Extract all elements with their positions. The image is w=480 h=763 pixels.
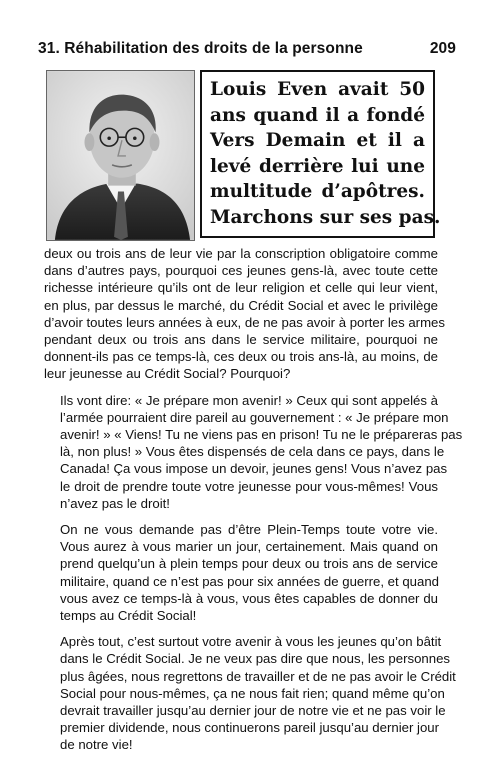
text-line: n’avez pas le droit!: [60, 495, 170, 511]
body-paragraph: [44, 245, 445, 383]
portrait-photo: [46, 70, 195, 241]
text-line: vous avez ce temps-là à vous, vous êtes capables de donner du: [60, 590, 438, 606]
text-line: en plus, par dessus le marché, du Crédit Social et avec le privilège: [44, 297, 438, 313]
text-line: leur jeunesse au Crédit Social? Pourquoi?: [44, 366, 291, 382]
body-paragraph: [44, 633, 456, 753]
text-line: donnent-ils pas ce temps-là, ces deux ou trois ans-là, au moins, de: [44, 349, 438, 365]
text-line: richesse intérieure qu’ils ont de leur religion et celle qui leur vient,: [44, 280, 438, 296]
text-line: là, non plus! » Vous êtes dispensés de cela dans ce pays, dans le: [60, 444, 445, 460]
text-line: Après tout, c’est surtout votre avenir à vous les jeunes qu’on bâtit: [60, 634, 442, 650]
text-line: Vous aurez à vous marier un jour, certainement. Mais quand on: [60, 539, 438, 555]
text-line: temps au Crédit Social!: [60, 608, 197, 624]
text-line: Canada! Ça vous impose un devoir, jeunes gens! Vous n’avez pas: [60, 461, 448, 477]
text-line: Social pour nous-mêmes, ça ne nous fait rien; quand même qu’on: [60, 685, 445, 701]
chapter-title: 31. Réhabilitation des droits de la personne: [38, 40, 363, 57]
text-line: le droit de prendre toute votre jeunesse pour vous-mêmes! Vous: [60, 478, 438, 494]
text-line: l’armée pourraient dire pareil au gouvernement : « Je prépare mon: [60, 409, 449, 425]
text-line: premier dividende, nous continuerons pareil jusqu’au dernier jour: [60, 720, 439, 736]
text-line: prend quelqu’un à plein temps pour deux ou trois ans de service: [60, 556, 438, 572]
running-header: [38, 40, 456, 58]
text-line: dans le Crédit Social. Je ne veux pas dire que nous, les personnes: [60, 651, 450, 667]
pull-quote-line: ans quand il a fondé: [210, 104, 425, 126]
text-line: On ne vous demande pas d’être Plein-Temps toute votre vie.: [60, 522, 438, 538]
text-line: militaire, quand ce n’est pas pour six années de guerre, et quand: [60, 573, 440, 589]
pull-quote-line: Louis Even avait 50: [210, 79, 425, 100]
pull-quote-line: Vers Demain et il a: [210, 130, 425, 151]
text-line: deux ou trois ans de leur vie par la conscription obligatoire comme: [44, 246, 438, 261]
text-line: d’avoir toutes leurs années à eux, de ne pas avoir à porter les armes: [44, 314, 445, 330]
text-line: dans d’autres pays, pourquoi ces jeunes gens-là, avec toute cette: [44, 263, 438, 279]
text-line: avenir! » « Viens! Tu ne viens pas en prison! Tu ne le prépareras pas: [60, 427, 463, 443]
pull-quote-line: Marchons sur ses pas.: [210, 206, 441, 228]
pull-quote-line: levé derrière lui une: [210, 155, 425, 177]
pull-quote-box: [200, 70, 441, 238]
pull-quote-line: multitude d’apôtres.: [210, 181, 425, 202]
text-line: devrait travailler jusqu’au dernier jour de notre vie et ne pas voir le: [60, 703, 446, 719]
text-line: pendant deux ou trois ans dans le service militaire, pourquoi ne: [44, 332, 438, 348]
text-line: plus âgées, nous regrettons de travailler et de ne pas avoir le Crédit: [60, 668, 456, 684]
body-paragraph: [44, 521, 438, 624]
text-line: de notre vie!: [60, 737, 133, 753]
page-number: 209: [429, 40, 456, 57]
portrait-illustration: [47, 71, 194, 240]
body-text: [44, 245, 463, 763]
body-paragraph: [44, 392, 463, 512]
text-line: Ils vont dire: « Je prépare mon avenir! » Ceux qui sont appelés à: [60, 392, 438, 408]
